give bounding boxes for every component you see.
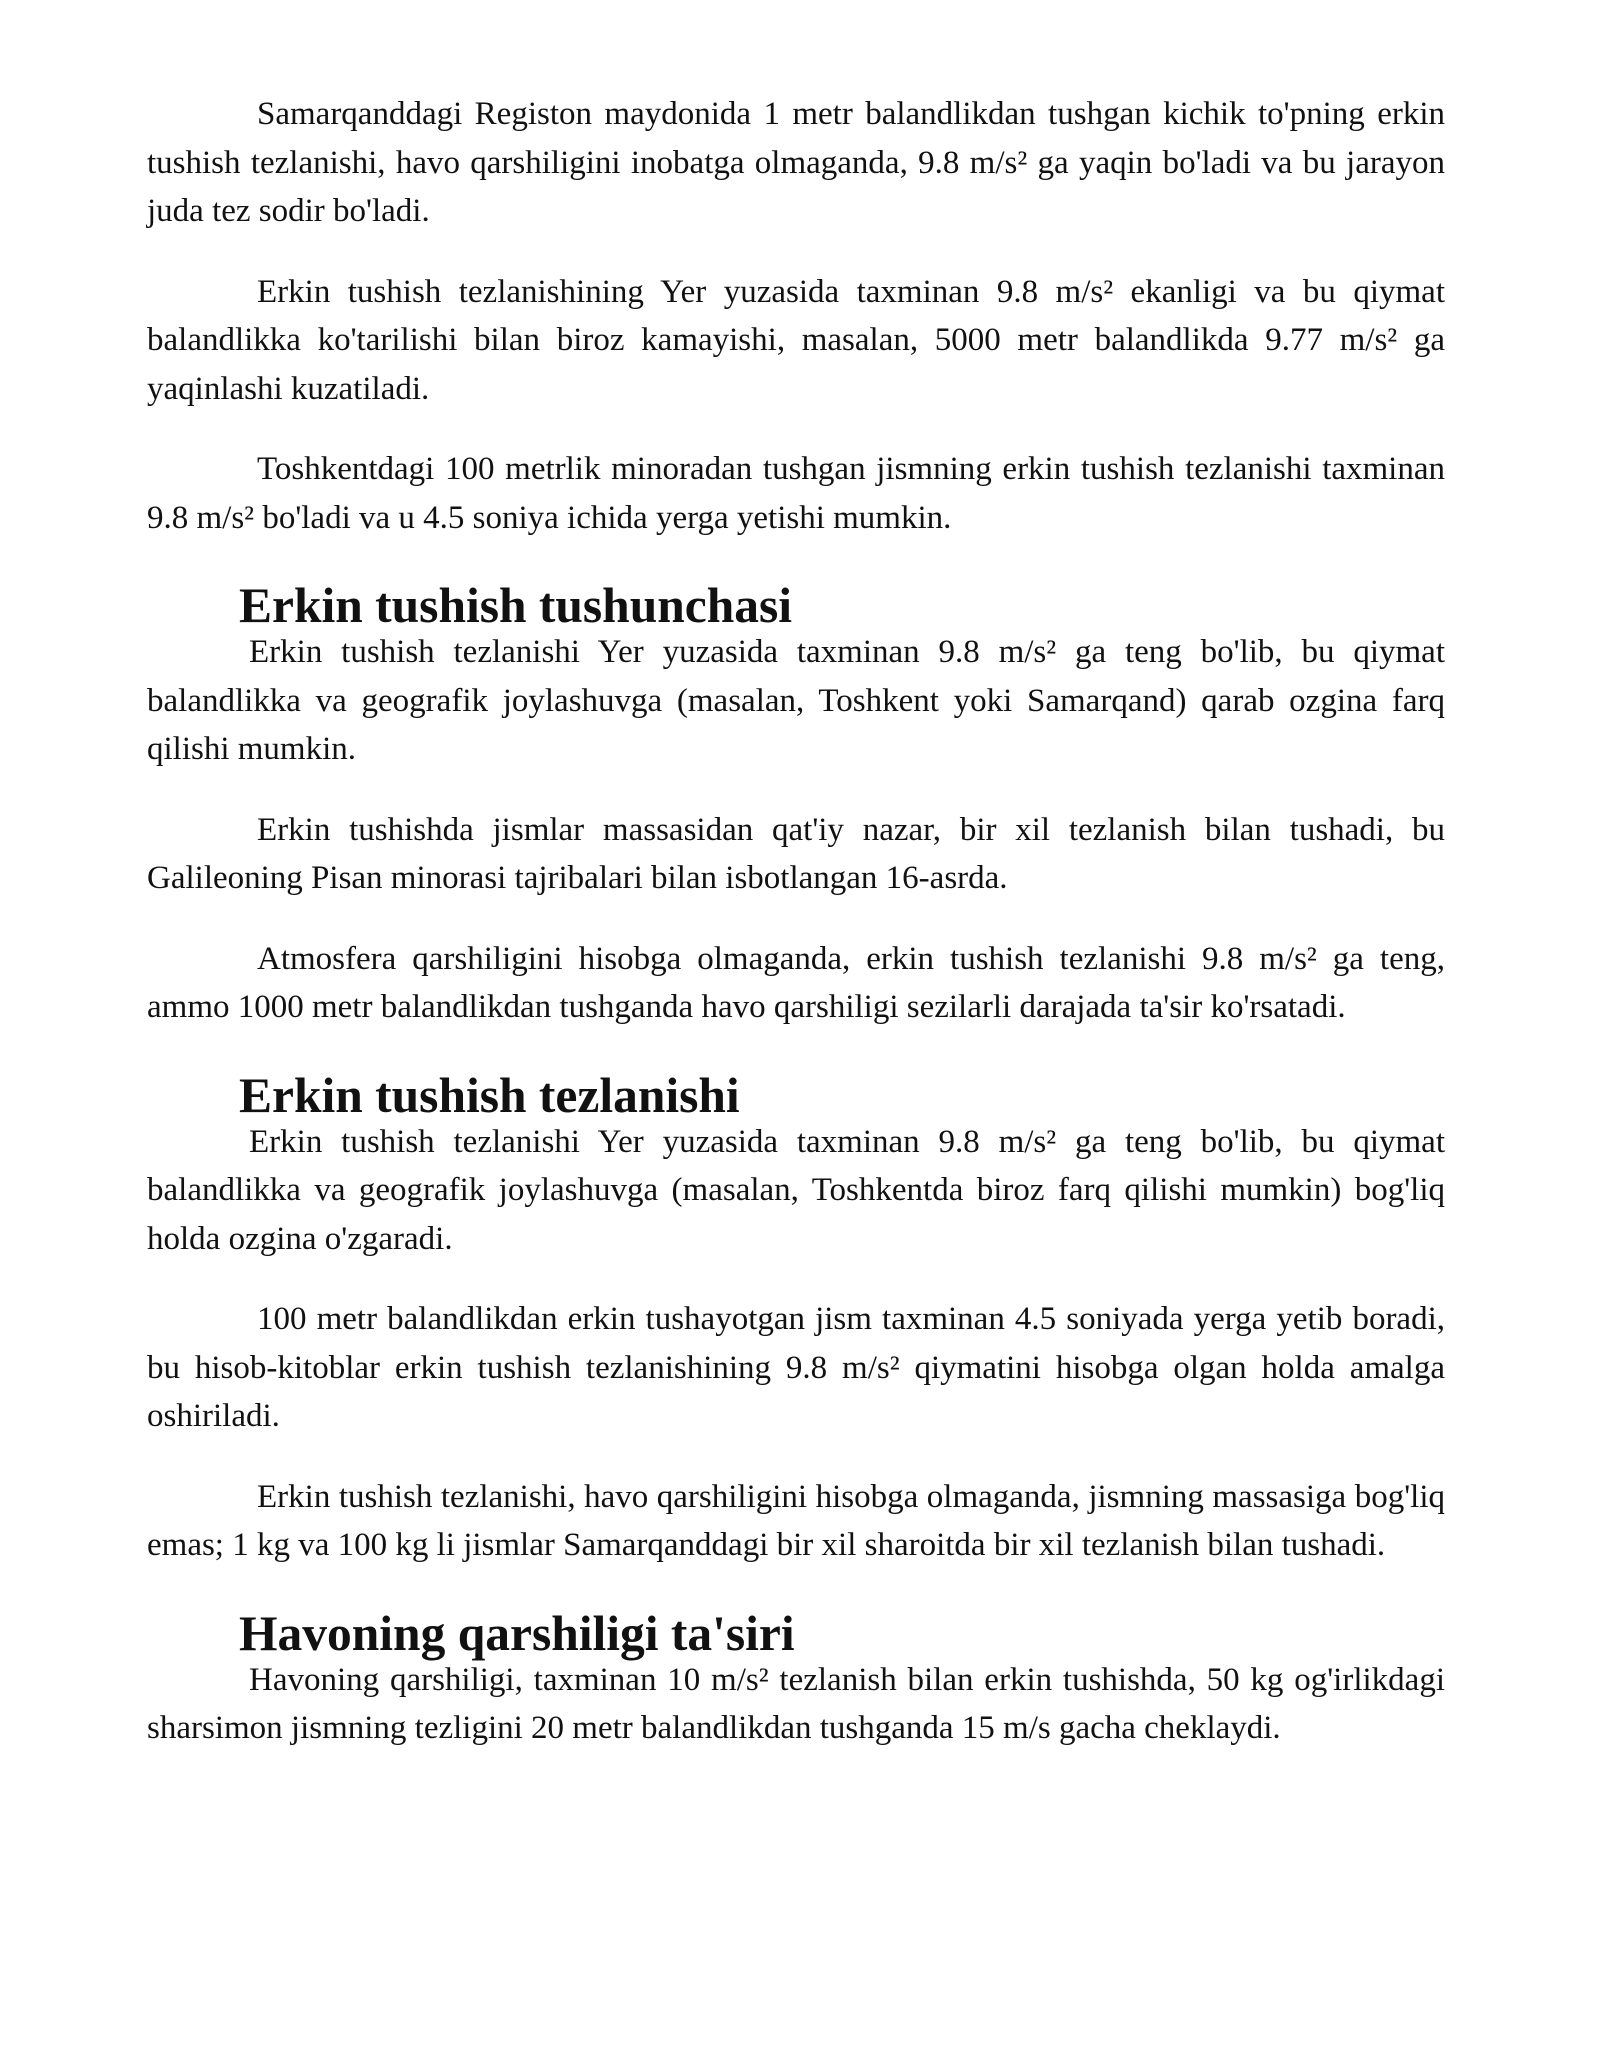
document-page: [147, 90, 1445, 1753]
paragraph: 100 metr balandlikdan erkin tushayotgan jism taxminan 4.5 soniyada yerga yetib boradi, bu hisob-kitoblar erkin tushish tezlanishining 9.8 m/s² qiymatini hisobga olgan holda amalga oshiriladi.: [147, 1301, 1445, 1434]
paragraph: Erkin tushish tezlanishi, havo qarshiligini hisobga olmaganda, jismning massasiga bog'liq emas; 1 kg va 100 kg li jismlar Samarqanddagi bir xil sharoitda bir xil tezlanish bilan tushadi.: [147, 1478, 1445, 1563]
section-heading: Havoning qarshiligi ta'siri: [239, 1605, 795, 1661]
paragraph: Toshkentdagi 100 metrlik minoradan tushgan jismning erkin tushish tezlanishi taxminan 9.8 m/s² bo'ladi va u 4.5 soniya ichida yerga yetishi mumkin.: [147, 451, 1445, 536]
paragraph: Atmosfera qarshiligini hisobga olmaganda, erkin tushish tezlanishi 9.8 m/s² ga teng, ammo 1000 metr balandlikdan tushganda havo qarshiligi sezilarli darajada ta'sir ko'rsatadi.: [147, 940, 1445, 1025]
paragraph: Erkin tushish tezlanishining Yer yuzasida taxminan 9.8 m/s² ekanligi va bu qiymat balandlikka ko'tarilishi bilan biroz kamayishi, masalan, 5000 metr balandlikda 9.77 m/s² ga yaqinlashi kuzatiladi.: [147, 273, 1445, 407]
paragraph: Havoning qarshiligi, taxminan 10 m/s² tezlanish bilan erkin tushishda, 50 kg og'irlikdagi sharsimon jismning tezligini 20 metr balandlikdan tushganda 15 m/s gacha cheklaydi.: [147, 1661, 1445, 1746]
section-heading: Erkin tushish tushunchasi: [239, 578, 793, 633]
section-heading: Erkin tushish tezlanishi: [239, 1067, 740, 1123]
paragraph: Samarqanddagi Registon maydonida 1 metr balandlikdan tushgan kichik to'pning erkin tushish tezlanishi, havo qarshiligini inobatga olmaganda, 9.8 m/s² ga yaqin bo'ladi va bu jarayon juda tez sodir bo'ladi.: [147, 96, 1445, 229]
paragraph: Erkin tushish tezlanishi Yer yuzasida taxminan 9.8 m/s² ga teng bo'lib, bu qiymat balandlikka va geografik joylashuvga (masalan, Toshkent yoki Samarqand) qarab ozgina farq qilishi mumkin.: [147, 634, 1445, 767]
paragraph: Erkin tushish tezlanishi Yer yuzasida taxminan 9.8 m/s² ga teng bo'lib, bu qiymat balandlikka va geografik joylashuvga (masalan, Toshkentda biroz farq qilishi mumkin) bog'liq holda ozgina o'zgaradi.: [147, 1123, 1445, 1257]
paragraph: Erkin tushishda jismlar massasidan qat'iy nazar, bir xil tezlanish bilan tushadi, bu Galileoning Pisan minorasi tajribalari bilan isbotlangan 16-asrda.: [147, 811, 1445, 896]
